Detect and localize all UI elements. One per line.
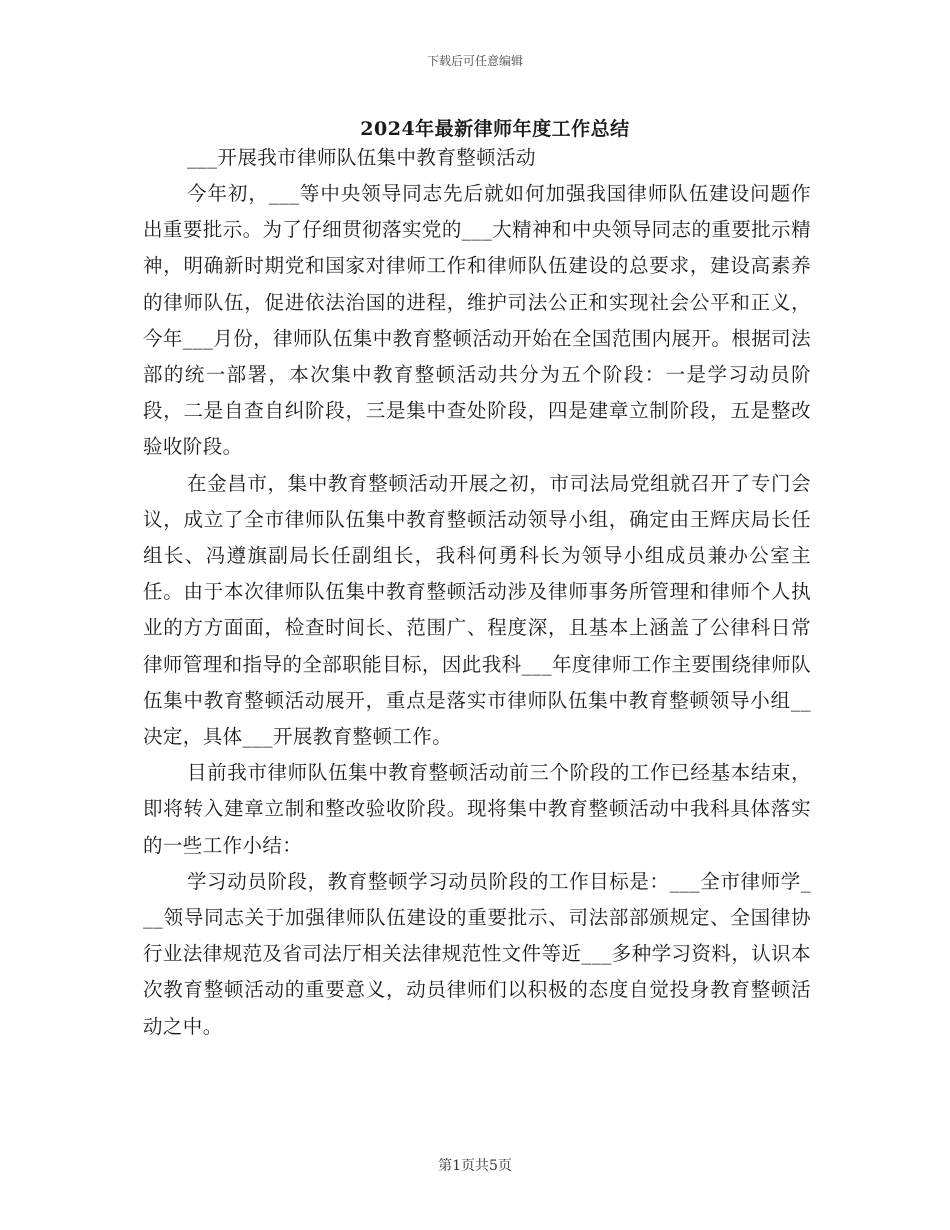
paragraph-2: 在金昌市，集中教育整顿活动开展之初，市司法局党组就召开了专门会议，成立了全市律师队伍集中教育整顿活动领导小组，确定由王辉庆局长任组长、冯遵旗副局长任副组长，我科何勇科长为领导小组成员兼办公室主任。由于本次律师队伍集中教育整顿活动涉及律师事务所管理和律师个人执业的方方面面，检查时间长、范围广、程度深，且基本上涵盖了公律科日常律师管理和指导的全部职能目标，因此我科___年度律师工作主要围绕律师队伍集中教育整顿活动展开，重点是落实市律师队伍集中教育整顿领导小组__决定，具体___开展教育整顿工作。 [143,471,811,749]
document-title: 2024年最新律师年度工作总结 [360,118,630,140]
page-header-note: 下载后可任意编辑 [426,54,523,68]
page-number: 第1页共5页 [438,1158,512,1174]
paragraph-4: 学习动员阶段，教育整顿学习动员阶段的工作目标是：___全市律师学___领导同志关于加强律师队伍建设的重要批示、司法部部颁规定、全国律协行业法律规范及省司法厅相关法律规范性文件等近___多种学习资料，认识本次教育整顿活动的重要意义，动员律师们以积极的态度自觉投身教育整顿活动之中。 [143,869,811,1038]
paragraph-1: 今年初，___等中央领导同志先后就如何加强我国律师队伍建设问题作出重要批示。为了仔细贯彻落实党的___大精神和中央领导同志的重要批示精神，明确新时期党和国家对律师工作和律师队伍建设的总要求，建设高素养的律师队伍，促进依法治国的进程，维护司法公正和实现社会公平和正义，今年___月份，律师队伍集中教育整顿活动开始在全国范围内展开。根据司法部的统一部署，本次集中教育整顿活动共分为五个阶段：一是学习动员阶段，二是自查自纠阶段，三是集中查处阶段，四是建章立制阶段，五是整改验收阶段。 [143,182,811,459]
document-subtitle: ___开展我市律师队伍集中教育整顿活动 [187,146,536,169]
document-body [143,140,811,1045]
paragraph-3: 目前我市律师队伍集中教育整顿活动前三个阶段的工作已经基本结束，即将转入建章立制和整改验收阶段。现将集中教育整顿活动中我科具体落实的一些工作小结： [143,761,811,857]
